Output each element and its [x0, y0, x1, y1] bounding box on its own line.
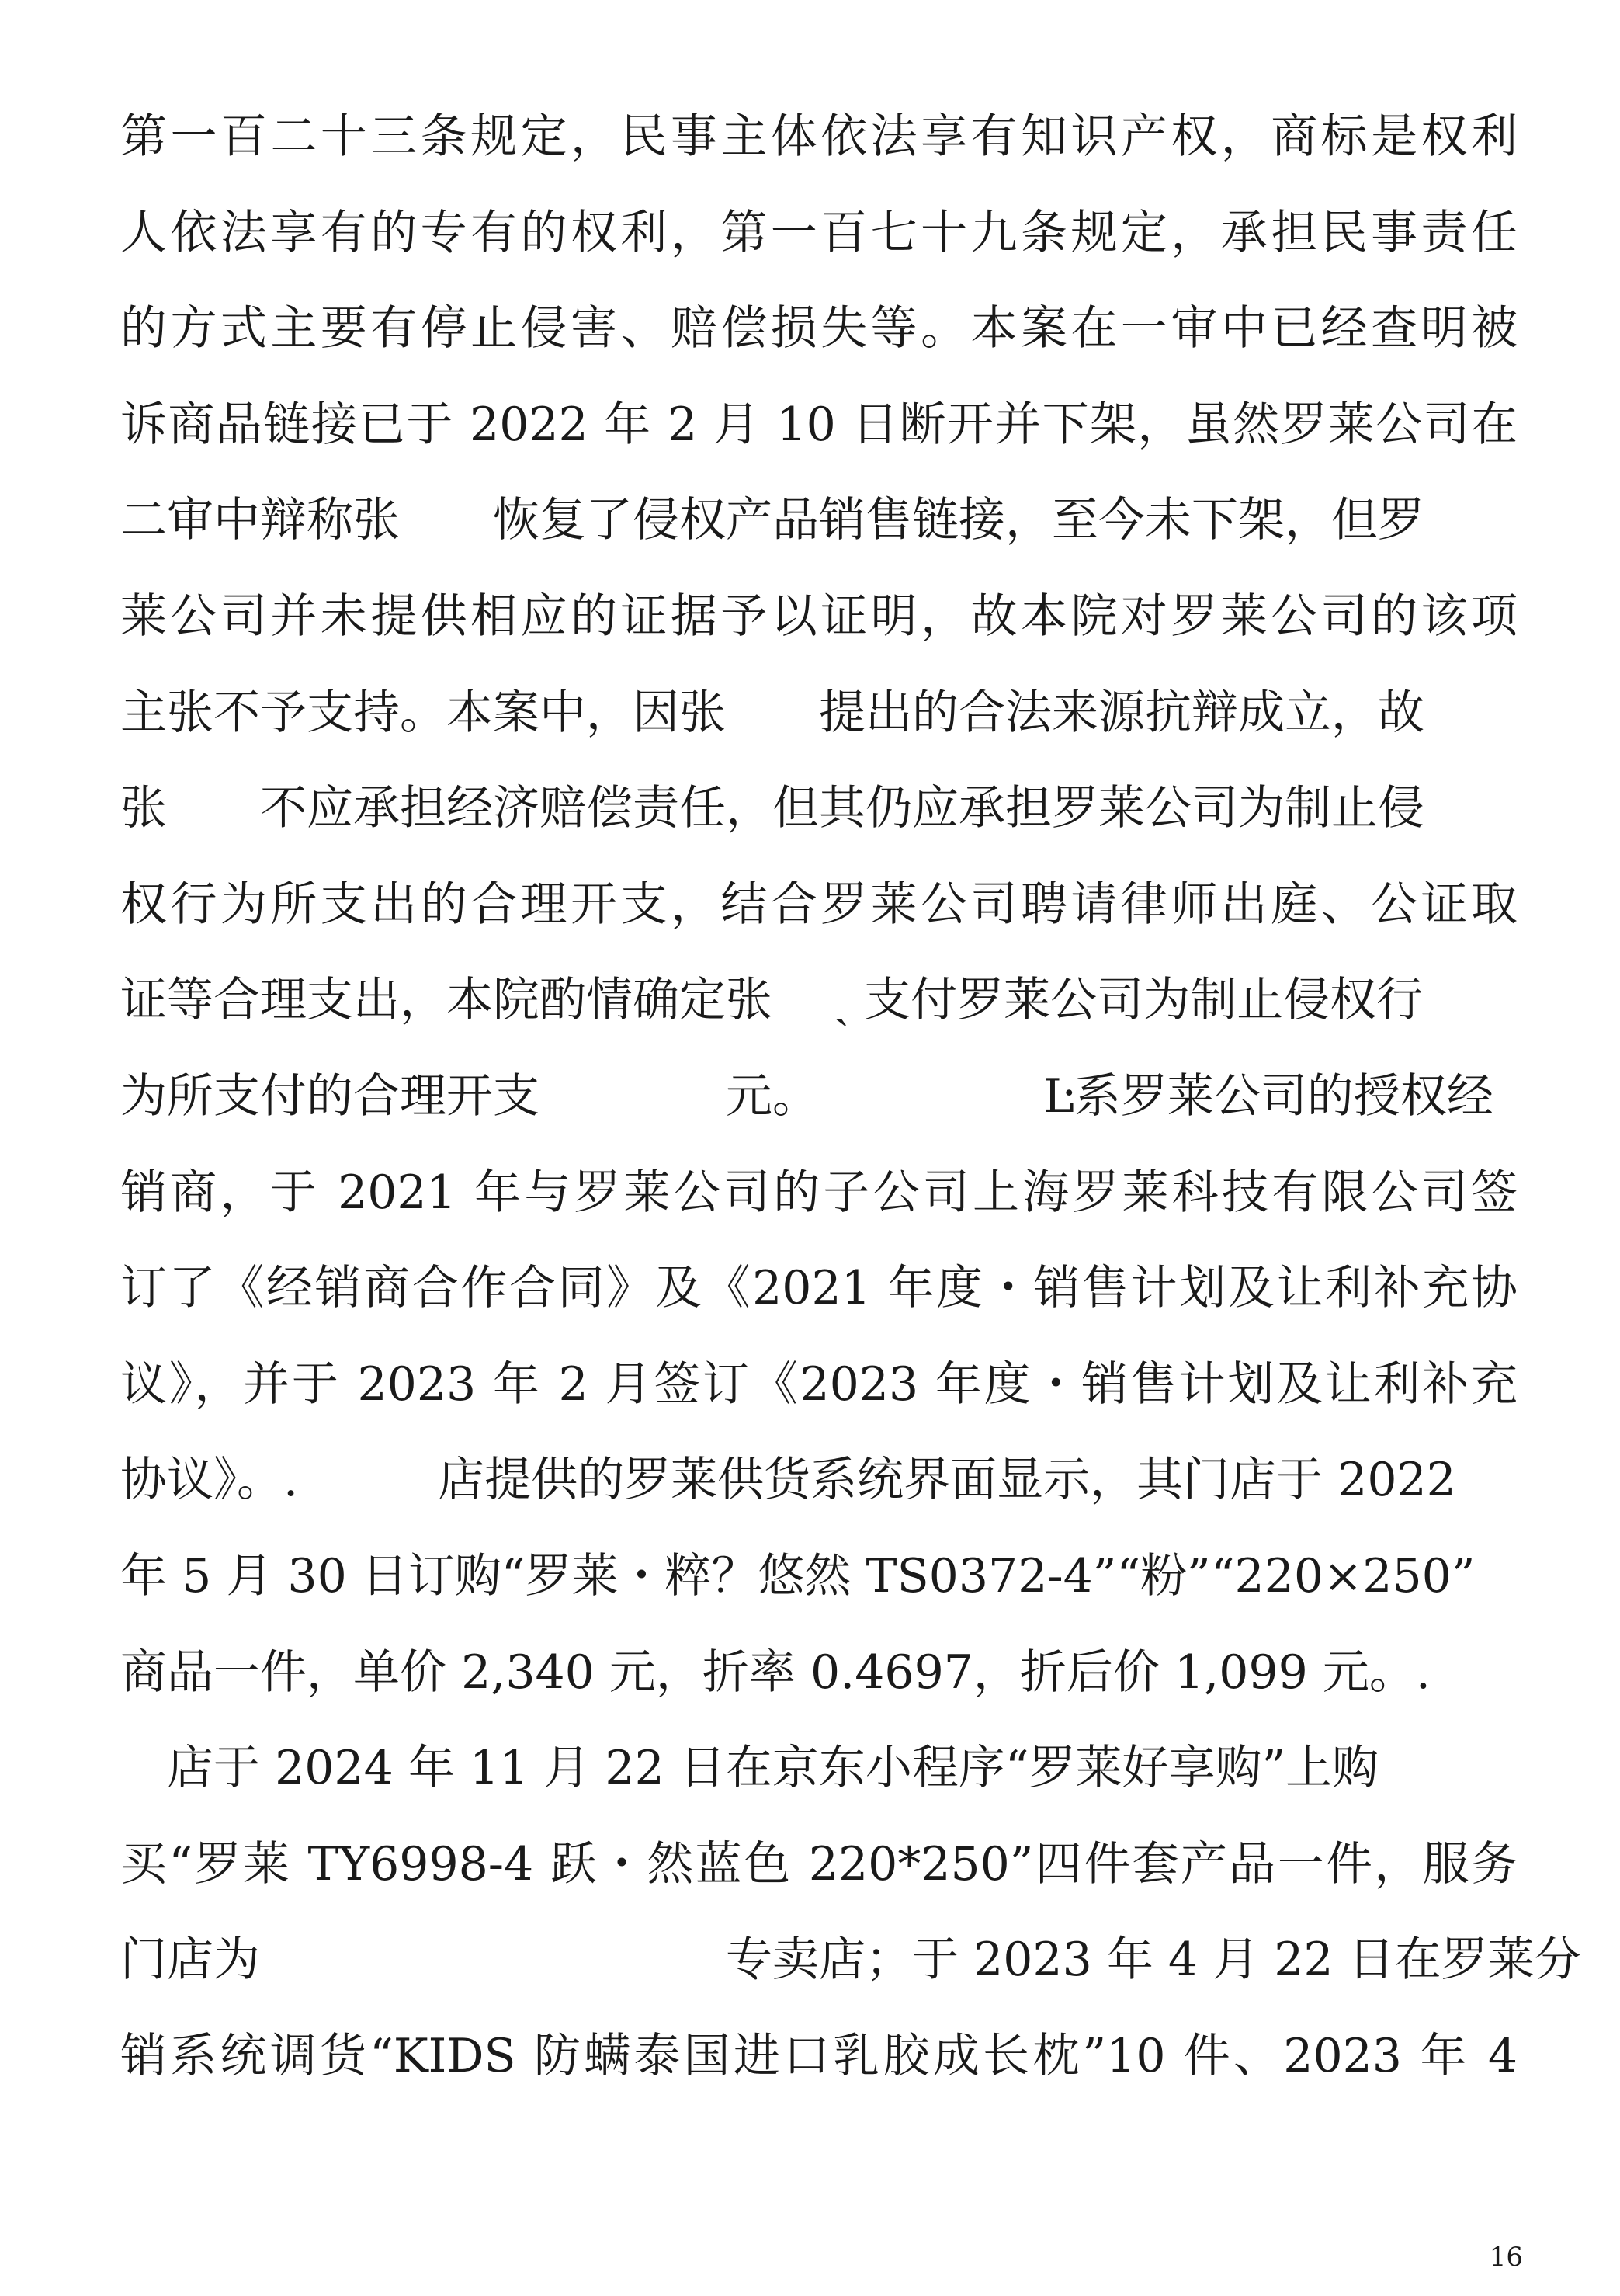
text-line-11: 为所支付的合理开支 元。 Ŀ系罗莱公司的授权经: [120, 1068, 1493, 1124]
text-line-7: 主张不予支持。本案中，因张 提出的合法来源抗辩成立，故: [120, 685, 1424, 740]
text-line-13: 订了《经销商合作合同》及《2021 年度・销售计划及让利补充协: [120, 1261, 1518, 1316]
text-line-20: 门店为 专卖店；于 2023 年 4 月 22 日在罗莱分: [120, 1933, 1581, 1988]
text-line-21: 销系统调货“KIDS 防螨泰国进口乳胶成长枕”10 件、2023 年 4: [120, 2028, 1518, 2083]
text-line-9: 权行为所支出的合理开支，结合罗莱公司聘请律师出庭、公证取: [120, 877, 1518, 932]
page-number: 16: [1489, 2242, 1523, 2273]
text-line-5: 二审中辩称张 恢复了侵权产品销售链接，至今未下架，但罗: [120, 493, 1424, 548]
text-line-12: 销商，于 2021 年与罗莱公司的子公司上海罗莱科技有限公司签: [120, 1165, 1518, 1220]
text-line-16: 年 5 月 30 日订购“罗莱・粹？悠然 TS0372-4”“粉”“220×250”: [120, 1548, 1476, 1603]
text-line-14: 议》，并于 2023 年 2 月签订《2023 年度・销售计划及让利补充: [120, 1356, 1518, 1412]
text-line-18: 店于 2024 年 11 月 22 日在京东小程序“罗莱好享购”上购: [120, 1741, 1379, 1796]
text-line-17: 商品一件，单价 2,340 元，折率 0.4697，折后价 1,099 元。.: [120, 1645, 1431, 1700]
text-line-1: 第一百二十三条规定，民事主体依法享有知识产权，商标是权利: [120, 109, 1518, 164]
text-line-4: 诉商品链接已于 2022 年 2 月 10 日断开并下架，虽然罗莱公司在: [120, 397, 1518, 452]
text-line-15: 协议》。. 店提供的罗莱供货系统界面显示，其门店于 2022: [120, 1453, 1456, 1508]
text-line-3: 的方式主要有停止侵害、赔偿损失等。本案在一审中已经查明被: [120, 301, 1518, 356]
text-line-8: 张 不应承担经济赔偿责任，但其仍应承担罗莱公司为制止侵: [120, 781, 1424, 836]
body-text: [120, 89, 1581, 2104]
text-line-2: 人依法享有的专有的权利，第一百七十九条规定，承担民事责任: [120, 205, 1518, 260]
text-line-19: 买“罗莱 TY6998-4 跃・然蓝色 220*250”四件套产品一件，服务: [120, 1836, 1518, 1891]
text-line-6: 莱公司并未提供相应的证据予以证明，故本院对罗莱公司的该项: [120, 589, 1518, 644]
text-line-10: 证等合理支出，本院酌情确定张 ˎ 支付罗莱公司为制止侵权行: [120, 973, 1424, 1028]
